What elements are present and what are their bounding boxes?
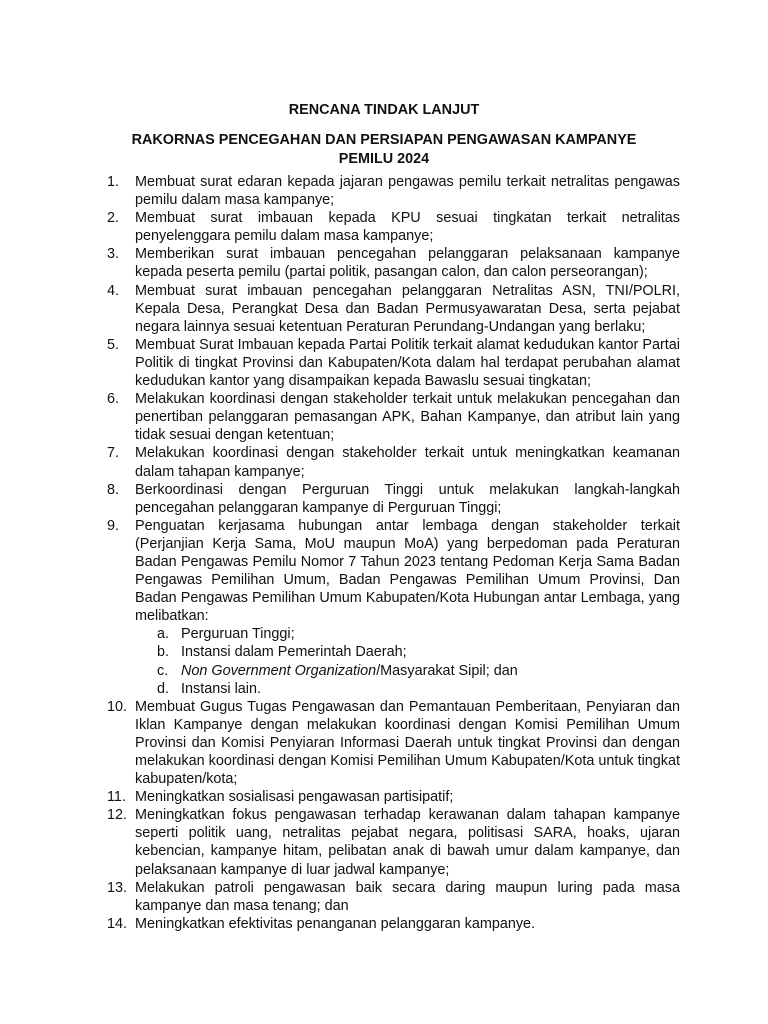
subitem-text: Instansi lain. (181, 680, 261, 697)
item-text: Meningkatkan fokus pengawasan terhadap kerawanan dalam tahapan kampanye seperti politik uang, netralitas pejabat negara, politisasi SARA, hoaks, ujaran kebencian, kampanye hitam, pelibatan anak di bawah umur dalam kampanye, dan pelaksanaan kampanye di luar jadwal kampanye; (135, 807, 680, 878)
list-item (107, 336, 680, 390)
item-number: 1. (107, 174, 120, 190)
item-number: 14. (107, 915, 128, 932)
subitem-letter: a. (157, 626, 170, 643)
list-item (107, 245, 680, 281)
item-text: Membuat surat imbauan pencegahan pelanggaran Netralitas ASN, TNI/POLRI, Kepala Desa, Perangkat Desa dan Badan Permusyawaratan Desa, serta pejabat negara lainnya sesuai ketentuan Peraturan Perundang-Undangan yang berlaku; (135, 282, 680, 335)
item-number: 13. (107, 879, 128, 896)
item-text: Melakukan koordinasi dengan stakeholder terkait untuk meningkatkan keamanan dalam tahapan kampanye; (135, 445, 680, 480)
item-text: Melakukan patroli pengawasan baik secara daring maupun luring pada masa kampanye dan masa tenang; dan (135, 879, 680, 914)
item-number: 5. (107, 336, 120, 353)
subitem-letter: d. (157, 680, 170, 697)
item-text: Berkoordinasi dengan Perguruan Tinggi untuk melakukan langkah-langkah pencegahan pelanggaran kampanye di Perguruan Tinggi; (135, 481, 680, 516)
subitem-text: /Masyarakat Sipil; dan (376, 662, 518, 679)
list-item (107, 517, 680, 698)
item-number: 6. (107, 391, 120, 408)
list-item (107, 209, 680, 245)
sublist-item (135, 680, 680, 698)
item-number: 10. (107, 698, 128, 715)
list-item (107, 173, 680, 209)
list-item (107, 915, 680, 933)
list-item (107, 390, 680, 444)
sublist-item (135, 625, 680, 643)
action-plan-list (107, 173, 680, 933)
item-text: Membuat surat edaran kepada jajaran pengawas pemilu terkait netralitas pengawas pemilu dalam masa kampanye; (135, 174, 680, 209)
list-item (107, 806, 680, 878)
document-title: RENCANA TINDAK LANJUT (288, 102, 480, 118)
list-item (107, 788, 680, 806)
subitem-letter: b. (157, 644, 170, 661)
partner-sublist (135, 625, 680, 697)
item-text: Membuat Gugus Tugas Pengawasan dan Pemantauan Pemberitaan, Penyiaran dan Iklan Kampanye dengan melakukan koordinasi dengan Komisi Pemilihan Umum Provinsi dan Komisi Penyiaran Informasi Daerah untuk tingkat Provinsi dan dengan melakukan koordinasi dengan Komisi Pemilihan Umum Kabupaten/Kota untuk tingkat kabupaten/kota; (135, 698, 680, 788)
item-number: 2. (107, 210, 120, 227)
list-item (107, 444, 680, 480)
subitem-letter: c. (157, 662, 169, 679)
item-text: Membuat Surat Imbauan kepada Partai Politik terkait alamat kedudukan kantor Partai Politik di tingkat Provinsi dan Kabupaten/Kota dalam hal terdapat perubahan alamat kedudukan kantor yang disampaikan kepada Bawaslu sesuai tingkatan; (135, 336, 680, 390)
list-item (107, 698, 680, 788)
item-number: 4. (107, 282, 120, 299)
sublist-item (135, 643, 680, 661)
item-number: 12. (107, 807, 128, 824)
sublist-item (135, 662, 680, 680)
item-text: Penguatan kerjasama hubungan antar lembaga dengan stakeholder terkait (Perjanjian Kerja Sama, MoU maupun MoA) yang berpedoman pada Peraturan Badan Pengawas Pemilu Nomor 7 Tahun 2023 tentang Pedoman Kerja Sama Badan Pengawas Pemilihan Umum, Badan Pengawas Pemilihan Umum Provinsi, Dan Badan Pengawas Pemilihan Umum Kabupaten/Kota Hubungan antar Lembaga, yang melibatkan: (135, 517, 680, 625)
item-text: Meningkatkan sosialisasi pengawasan partisipatif; (135, 789, 454, 806)
item-text: Membuat surat imbauan kepada KPU sesuai tingkatan terkait netralitas penyelenggara pemilu dalam masa kampanye; (135, 210, 680, 245)
item-number: 3. (107, 246, 120, 263)
list-item (107, 481, 680, 517)
item-text: Memberikan surat imbauan pencegahan pelanggaran pelaksanaan kampanye kepada peserta pemilu (partai politik, pasangan calon, dan calon perseorangan); (135, 246, 680, 281)
item-number: 11. (107, 789, 126, 806)
document-subtitle: RAKORNAS PENCEGAHAN DAN PERSIAPAN PENGAWASAN KAMPANYE PEMILU 2024 (131, 132, 637, 167)
subitem-italic-text: Non Government Organization (181, 662, 377, 679)
item-number: 8. (107, 481, 120, 498)
item-text: Meningkatkan efektivitas penanganan pelanggaran kampanye. (135, 915, 536, 932)
list-item (107, 282, 680, 336)
item-text: Melakukan koordinasi dengan stakeholder terkait untuk melakukan pencegahan dan penertiban pelanggaran pemasangan APK, Bahan Kampanye, dan atribut lain yang tidak sesuai dengan ketentuan; (135, 391, 680, 444)
list-item (107, 879, 680, 915)
subitem-text: Instansi dalam Pemerintah Daerah; (181, 644, 407, 661)
item-number: 9. (107, 517, 120, 534)
subitem-text: Perguruan Tinggi; (181, 626, 295, 643)
item-number: 7. (107, 445, 120, 462)
